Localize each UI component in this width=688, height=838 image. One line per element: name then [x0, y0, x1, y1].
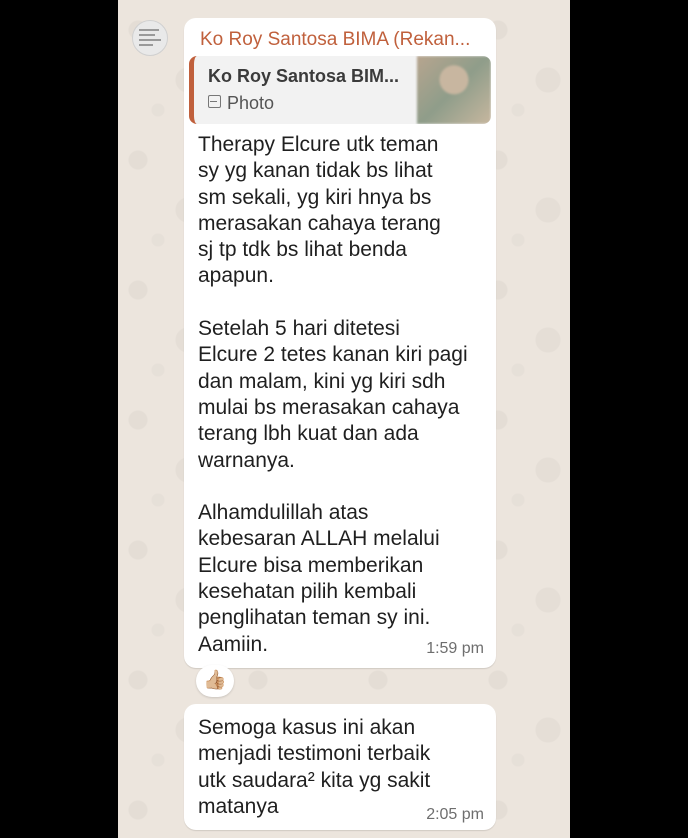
- sender-avatar[interactable]: [132, 20, 168, 56]
- message-sender-name[interactable]: Ko Roy Santosa BIMA (Rekan...: [200, 29, 471, 50]
- message-bubble[interactable]: [184, 704, 496, 830]
- message-text: Semoga kasus ini akan menjadi testimoni terbaik utk saudara² kita yg sakit matanya: [198, 716, 431, 818]
- message-timestamp: 2:05 pm: [426, 806, 484, 823]
- message-text: Therapy Elcure utk teman sy yg kanan tidak bs lihat sm sekali, yg kiri hnya bs merasakan cahaya terang sj tp tdk bs lihat benda apapun. Setelah 5 hari ditetesi Elcure 2 tetes kanan kiri pagi dan malam, kini yg kiri sdh mulai bs merasakan cahaya terang lbh kuat dan ada warnanya. Alhamdulillah atas kebesaran ALLAH melalui Elcure bisa memberikan kesehatan pilih kembali penglihatan teman sy ini. Aamiin.: [198, 133, 468, 656]
- quoted-type: [208, 93, 274, 114]
- quoted-photo-thumbnail[interactable]: [417, 56, 491, 124]
- photo-icon: [208, 95, 221, 108]
- thumbs-up-reaction[interactable]: 👍🏼: [196, 665, 234, 697]
- quoted-type-label: Photo: [227, 93, 275, 113]
- chat-screen: [118, 0, 570, 838]
- message-timestamp: 1:59 pm: [426, 640, 484, 657]
- quoted-sender-name: Ko Roy Santosa BIM...: [208, 66, 400, 86]
- message-bubble[interactable]: [184, 18, 496, 668]
- quoted-reply[interactable]: [189, 56, 491, 124]
